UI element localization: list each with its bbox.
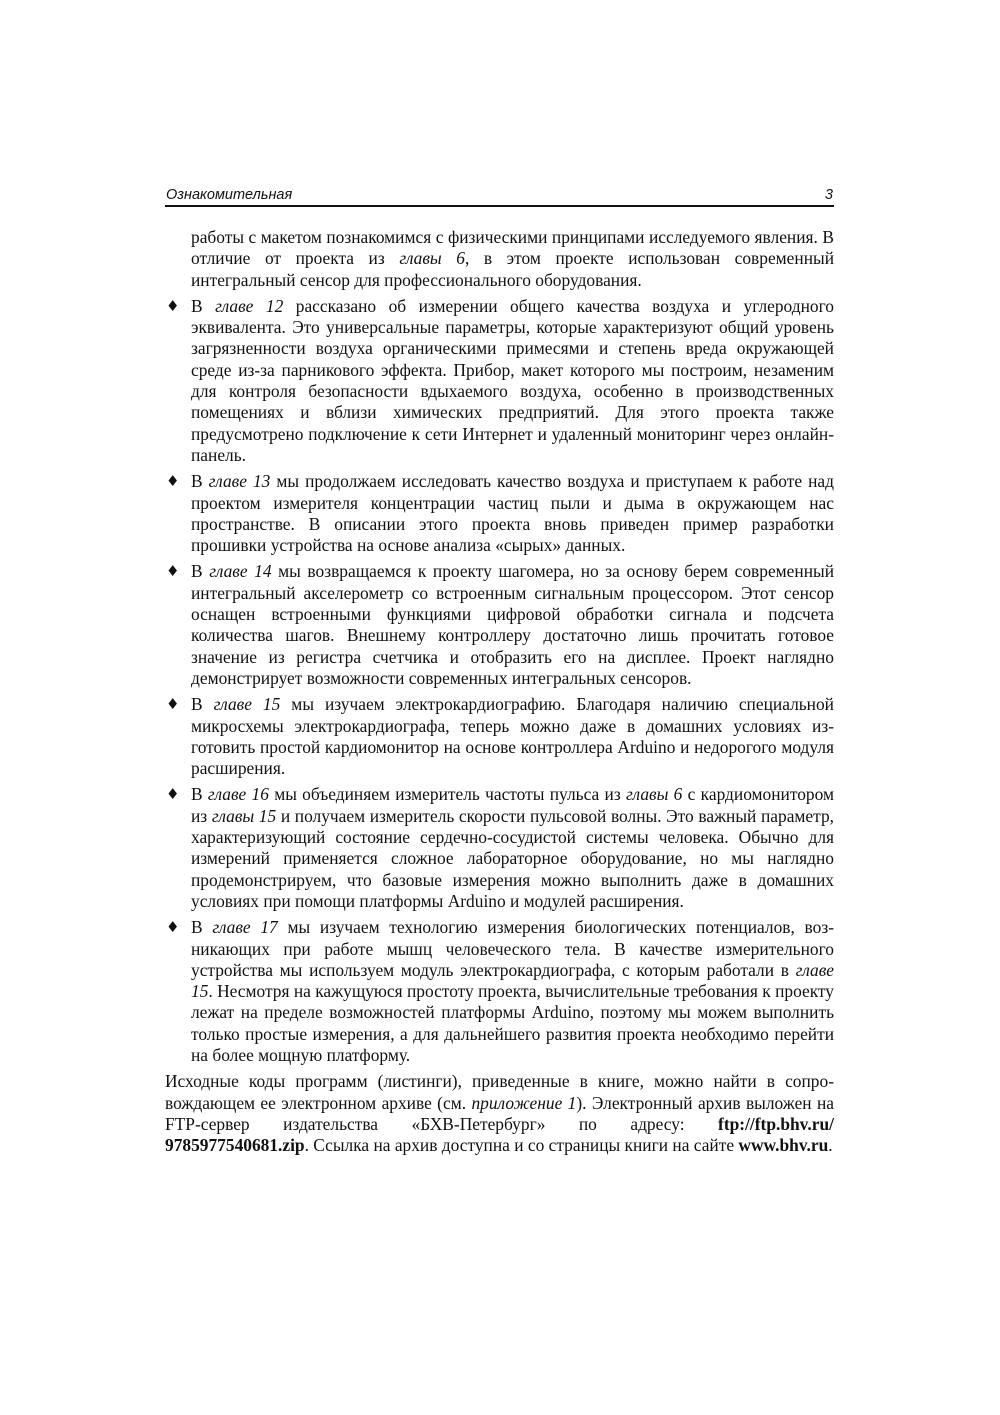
chapter-reference: главе 13 [208,471,271,492]
text-run: . [828,1135,833,1156]
list-item [165,471,834,556]
chapter-reference: главе 15 [213,694,281,715]
url-text: www.bhv.ru [738,1135,829,1156]
diamond-bullet-icon: ♦ [166,785,180,804]
chapter-reference: главе 14 [209,561,272,582]
list-item-text [191,917,834,1065]
text-run: рассказано об измерении общего качества воздуха и углеродного эквивалента. Это универсальные параметры, которые характеризуют общий уровень загрязненности воздуха органическими примесями и степень вреда окружающей среде из-за парникового эффекта. Прибор, макет которого мы построим, незаменим для контроля безопасности вдыхаемого воздуха, особенно в производственных помещениях и вблизи химических предприятий. Для этого проекта также предусмотрено подключение к сети Интернет и удаленный мониторинг через онлайн-панель. [191,295,834,465]
text-run: В [191,295,216,316]
chapter-reference: главы 6 [625,784,683,805]
text-run: В [191,917,213,938]
section-title: Ознакомительная [166,187,293,203]
list-item [165,917,834,1066]
text-run: мы изучаем электрокардиографию. Благодаря наличию специальной микросхемы электрокардиографа, теперь можно даже в домашних условиях изготовить простой кардиомонитор на основе контроллера Arduino и недорогого модуля расширения. [191,694,834,779]
diamond-bullet-icon: ♦ [166,472,180,491]
chapter-reference: главы 15 [211,805,277,826]
list-item [165,784,834,912]
list-item-text [191,561,834,687]
text-run: ). Электронный архив выложен на FTP-сервер издательства «БХВ-Петербург» по адресу: [165,1092,834,1134]
text-run: В [191,694,214,715]
running-header [165,186,834,207]
list-item [165,296,834,466]
list-item-text [191,296,834,465]
list-item-text [191,784,834,910]
chapter-reference: главе 12 [215,295,284,316]
diamond-bullet-icon: ♦ [166,562,180,581]
text-run: мы объединяем измеритель частоты пульса из [268,784,626,805]
list-item-text [191,471,834,555]
chapter-reference: главе 16 [207,784,269,805]
list-item [165,561,834,689]
text-run: , в этом проекте использован современный интегральный сенсор для профессионального оборудования. [191,248,835,290]
text-run: Исходные коды программ (листинги), приведенные в книге, можно найти в сопровождающем ее электронном архиве (см. [165,1071,834,1113]
text-run: работы с макетом познакомимся с физическими принципами исследуемого явления. В отличие от проекта из [191,227,834,269]
text-run: В [191,471,209,492]
text-run: с кардиомонитором из [191,784,834,826]
diamond-bullet-icon: ♦ [166,695,180,714]
list-item [165,694,834,779]
text-run: мы продолжаем исследовать качество воздуха и приступаем к работе над проектом измерителя концентрации частиц пыли и дыма в окружающем нас пространстве. В описании этого проекта вновь приведен пример разработки прошивки устройства на основе анализа «сырых» данных. [191,471,834,556]
chapter-list [165,296,834,1066]
body-text [165,227,834,1156]
list-item-text [191,694,834,778]
chapter-reference: главе 17 [212,917,278,938]
text-run: В [191,784,208,805]
text-run: . Ссылка на архив доступна и со страницы книги на сайте [304,1135,739,1156]
continuation-paragraph [165,227,834,291]
diamond-bullet-icon: ♦ [166,918,180,937]
source-code-archive-paragraph [165,1071,834,1156]
diamond-bullet-icon: ♦ [166,296,180,315]
book-page [165,186,834,1156]
page-number: 3 [824,187,833,203]
url-text: ftp://ftp.bhv.ru/ 9785977540681.zip [165,1113,834,1156]
chapter-reference: приложение 1 [471,1092,577,1113]
text-run: мы возвращаемся к проекту шагомера, но за основу берем современный интегральный акселерометр со встроенным сигнальным процессором. Этот сенсор оснащен встроенными функциями цифровой обработки сигнала и подсчета количества шагов. Внешнему контроллеру достаточно лишь прочитать готовое значение из регистра счетчика и отобразить его на дисплее. Проект наглядно демонстрирует возможности современных интегральных сенсоров. [191,561,834,688]
text-run: и получаем измеритель скорости пульсовой волны. Это важный параметр, характеризующий состояние сердечно-сосудистой системы человека. Обычно для измерений применяется сложное лабораторное оборудование, но мы наглядно продемонстрируем, что базовые измерения можно выполнить даже в домашних условиях при помощи платформы Arduino и модулей расширения. [191,805,834,911]
text-run: . Несмотря на кажущуюся простоту проекта, вычислительные требования к проекту лежат на пределе возможностей платформы Arduino, поэтому мы можем выполнить только простые измерения, а для дальнейшего развития проекта необходимо перейти на более мощную платформу. [191,981,834,1065]
chapter-reference: главы 6 [399,248,465,269]
chapter-reference: главе 15 [191,959,834,1002]
text-run: мы изучаем технологию измерения биологических потенциалов, возникающих при работе мышц человеческого тела. В качестве измерительного устройства мы используем модуль электрокардиографа, с которым работали в [191,917,834,980]
text-run: В [191,561,210,582]
